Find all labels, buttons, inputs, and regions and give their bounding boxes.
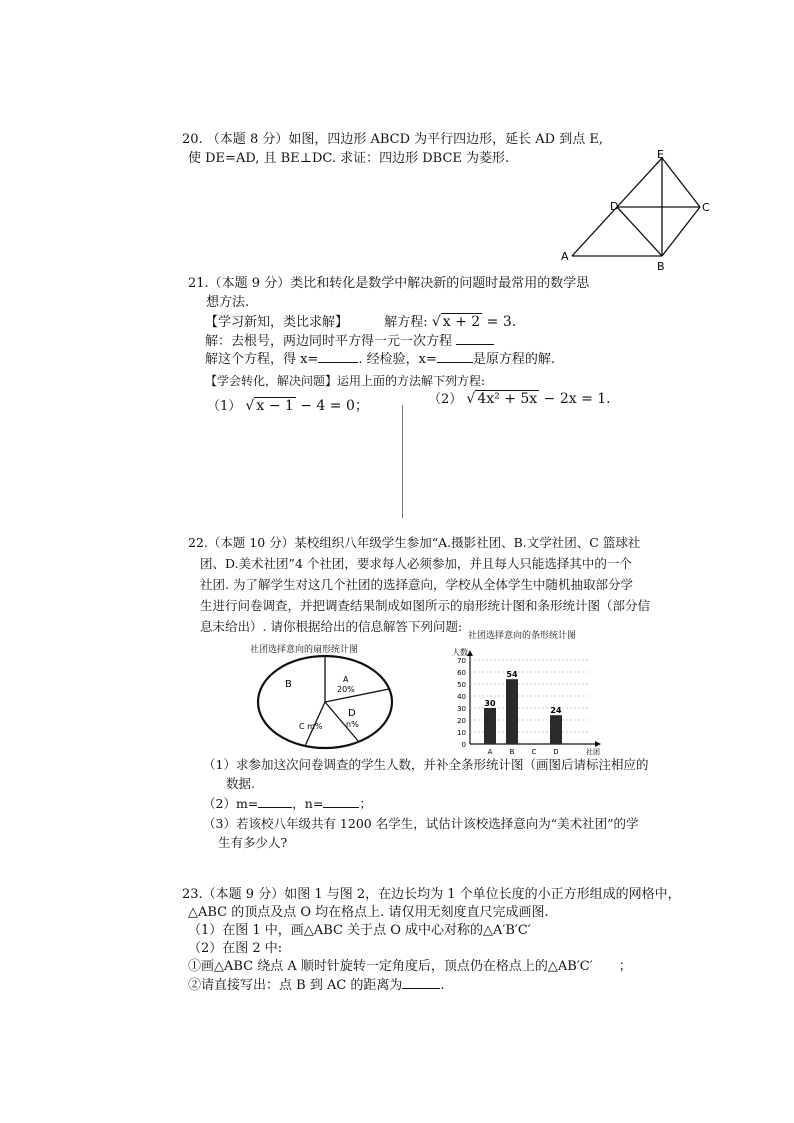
fig-label-C: C	[702, 201, 710, 214]
q22-sub2-a: （2）m=	[203, 796, 259, 811]
q20-line2: 使 DE=AD, 且 BE⊥DC. 求证：四边形 DBCE 为菱形.	[188, 151, 510, 166]
q23-line5-end: ；	[618, 959, 632, 974]
x-tick-label: B	[509, 748, 515, 756]
q21-sol1: 解：去根号，两边同时平方得一元一次方程	[205, 334, 453, 349]
pie-chart	[255, 652, 395, 752]
q20-line1: 20. （本题 8 分）如图，四边形 ABCD 为平行四边形，延长 AD 到点 E,	[182, 132, 603, 147]
bar-data-label: 30	[484, 699, 496, 708]
q23-line1: 23.（本题 9 分）如图 1 与图 2，在边长均为 1 个单位长度的小正方形组成的网格中，	[182, 887, 681, 902]
q21-problem-1: （1） √ x − 1 − 4 = 0；	[207, 398, 369, 414]
rhombus-figure	[560, 148, 730, 278]
bar-A	[484, 708, 496, 744]
bar-data-label: 54	[506, 670, 518, 680]
q22-blank-n[interactable]	[323, 795, 359, 808]
q21-blank-3[interactable]	[437, 350, 473, 363]
q21-main-rhs: = 3.	[482, 314, 517, 330]
y-tick-label: 10	[457, 729, 466, 737]
q23-line4: （2）在图 2 中:	[188, 941, 283, 956]
q22-line1: 22.（本题 10 分）某校组织八年级学生参加“A.摄影社团、B.文学社团、C 篮球社	[188, 535, 641, 550]
q23-line3: （1）在图 1 中，画△ABC 关于点 O 成中心对称的△A′B′C′	[188, 923, 531, 938]
pie-label-B: B	[285, 679, 292, 690]
x-axis-label: 社团	[586, 748, 600, 756]
x-tick-label: A	[487, 748, 493, 756]
y-tick-label: 40	[457, 693, 466, 701]
q21-p1-rhs: − 4 = 0；	[295, 398, 369, 414]
x-axis-arrow	[595, 741, 601, 747]
bar-B	[506, 679, 518, 744]
q22-sub1a: （1）求参加这次问卷调查的学生人数，并补全条形统计图（画图后请标注相应的	[203, 757, 649, 772]
q22-sub2-c: ；	[359, 796, 372, 811]
pie-label-D: D	[348, 708, 356, 719]
q21-p2-rhs: − 2x = 1.	[539, 391, 611, 407]
pie-label-C: C m%	[299, 722, 323, 731]
answer-divider-line	[402, 405, 403, 518]
y-tick-label: 20	[457, 717, 466, 725]
q21-p1-radicand: x − 1	[256, 398, 294, 414]
q23-line2: △ABC 的顶点及点 O 均在格点上. 请仅用无刻度直尺完成画图.	[188, 905, 549, 920]
fig-label-A: A	[561, 250, 569, 263]
q23-blank-distance[interactable]	[402, 976, 440, 989]
q21-p1-label: （1）	[207, 399, 242, 414]
x-tick-label: D	[553, 748, 559, 756]
q21-p2-label: （2）	[428, 392, 463, 407]
pie-label-A: A	[343, 675, 349, 684]
bar-data-label: 24	[550, 706, 562, 716]
q22-sub2-b: ，n=	[292, 796, 324, 811]
fig-label-E: E	[657, 148, 664, 161]
y-tick-label: 70	[457, 657, 466, 665]
x-tick-label: C	[531, 748, 537, 756]
q23-line5: ①画△ABC 绕点 A 顺时针旋转一定角度后，顶点仍在格点上的△AB′C′	[188, 959, 593, 974]
q21-sol2-a: 解这个方程，得 x=	[205, 352, 319, 367]
q22-line4: 生进行问卷调查，并把调查结果制成如图所示的扇形统计图和条形统计图（部分信	[200, 598, 651, 613]
q22-blank-m[interactable]	[258, 795, 292, 808]
bar-chart	[440, 640, 610, 758]
q21-blank-1[interactable]	[456, 332, 494, 345]
q22-sub2-row	[203, 795, 372, 813]
q21-sol2-b: . 经检验，x=	[358, 352, 437, 367]
q21-main-radicand: x + 2	[442, 314, 481, 330]
bar-D	[550, 715, 562, 744]
q22-sub1b: 数据.	[226, 776, 255, 791]
q21-line1: 21.（本题 9 分）类比和转化是数学中解决新的问题时最常用的数学思	[188, 276, 590, 291]
q21-sol1-row	[205, 332, 494, 351]
q21-learn-text: 解方程:	[384, 315, 428, 330]
q21-apply-title: 【学会转化，解决问题】运用上面的方法解下列方程:	[205, 374, 486, 388]
bar-chart-title: 社团选择意向的条形统计图	[468, 631, 577, 641]
fig-label-B: B	[657, 260, 665, 273]
q22-line2: 团、D.美术社团”4 个社团，要求每人必须参加，并且每人只能选择其中的一个	[200, 556, 632, 571]
q22-line5: 息未给出）. 请你根据给出的信息解答下列问题:	[200, 619, 463, 634]
q21-main-equation: √ x + 2 = 3.	[431, 314, 517, 330]
q21-learn-row	[205, 313, 516, 332]
q21-problem-2: （2） √ 4x² + 5x − 2x = 1.	[428, 391, 611, 407]
q21-sol2-row	[205, 350, 555, 369]
q21-sol2-c: 是原方程的解.	[472, 352, 555, 367]
y-tick-label: 50	[457, 681, 466, 689]
q23-line6-end: .	[440, 978, 445, 993]
pie-label-D-pct: n%	[346, 720, 359, 729]
y-axis-label: 人数	[452, 648, 468, 657]
q23-line5-row	[188, 958, 632, 976]
q23-line6-row	[188, 976, 445, 995]
pie-title: 社团选择意向的扇形统计图	[250, 645, 359, 655]
y-tick-label: 60	[457, 669, 466, 677]
q21-line2: 想方法.	[206, 295, 250, 310]
q23-line6: ②请直接写出：点 B 到 AC 的距离为	[188, 978, 403, 993]
y-tick-label: 0	[461, 741, 466, 749]
y-tick-label: 30	[457, 705, 466, 713]
pie-label-A-pct: 20%	[337, 685, 355, 694]
q21-blank-2[interactable]	[318, 350, 358, 363]
q22-sub3a: （3）若该校八年级共有 1200 名学生，试估计该校选择意向为“美术社团”的学	[203, 816, 639, 831]
q21-learn-title: 【学习新知，类比求解】	[205, 315, 349, 330]
q22-line3: 社团. 为了解学生对这几个社团的选择意向，学校从全体学生中随机抽取部分学	[200, 577, 633, 592]
q21-p2-radicand: 4x² + 5x	[477, 391, 538, 407]
fig-label-D: D	[610, 200, 619, 213]
q22-sub3b: 生有多少人?	[218, 835, 288, 850]
